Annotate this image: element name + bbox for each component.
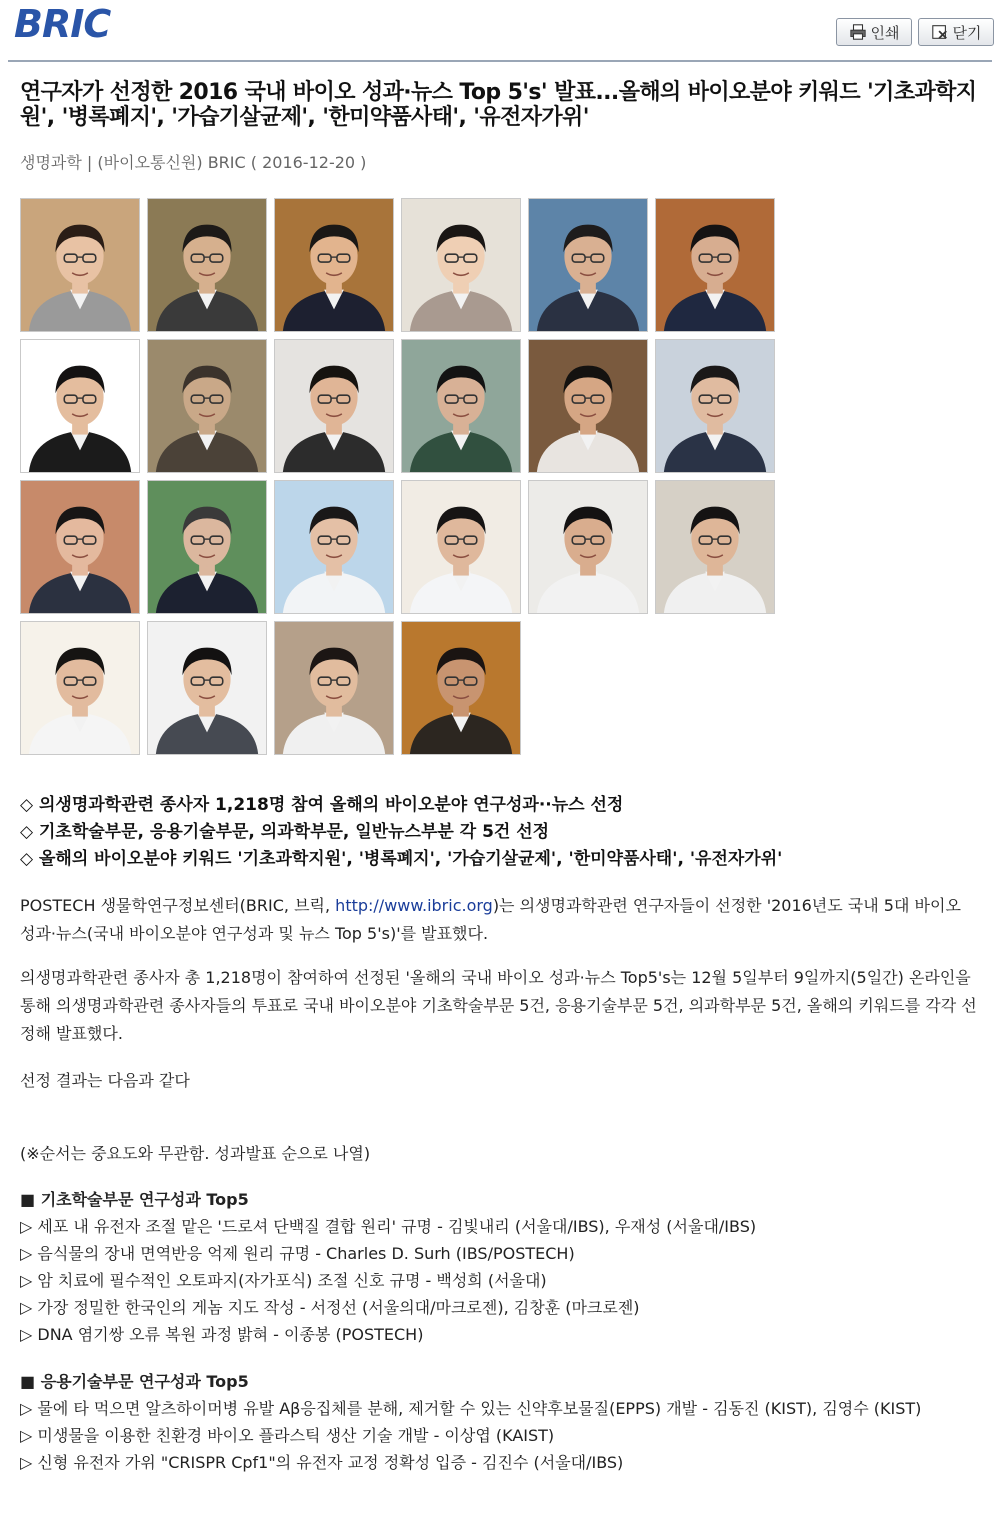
top-bar: [0, 0, 1000, 62]
researcher-photo: [528, 339, 648, 473]
order-note: (※순서는 중요도와 무관함. 성과발표 순으로 나열): [20, 1144, 371, 1163]
intro-paragraph: [20, 892, 980, 948]
researcher-photo: [274, 198, 394, 332]
researcher-photo: [401, 198, 521, 332]
applied-tech-section: [20, 1368, 990, 1476]
researcher-photo: [20, 339, 140, 473]
summary-bullet: ◇ 기초학술부문, 응용기술부문, 의과학부문, 일반뉴스부분 각 5건 선정: [20, 822, 550, 842]
selection-paragraph: 의생명과학관련 종사자 총 1,218명이 참여하여 선정된 '올해의 국내 바이오 성과·뉴스 Top5's는 12월 5일부터 9일까지(5일간) 온라인을 통해 의생명과학관련 종사자들의 투표로 국내 바이오분야 기초학술부문 5건, 응용기술부문 5건, 의과학부문 5건, 올해의 키워드를 각각 선정해 발표했다.: [20, 968, 977, 1043]
bric-link[interactable]: http://www.ibric.org: [335, 896, 493, 915]
researcher-photo: [147, 480, 267, 614]
basic-research-section: [20, 1186, 990, 1348]
researcher-photo: [528, 480, 648, 614]
header-divider: [8, 60, 992, 62]
researcher-photo: [655, 339, 775, 473]
close-button[interactable]: [918, 18, 994, 46]
researcher-photo: [147, 339, 267, 473]
summary-bullet: ◇ 의생명과학관련 종사자 1,218명 참여 올해의 바이오분야 연구성과··뉴스 선정: [20, 795, 624, 815]
close-label: 닫기: [952, 23, 982, 42]
section-heading: ■ 기초학술부문 연구성과 Top5: [20, 1190, 249, 1209]
researcher-photo: [20, 480, 140, 614]
intro-text: )는 의생명과학관련 연구자들이 선정한 '2016년도 국내 5대 바이오 성과·뉴스(국내 바이오분야 연구성과 및 뉴스 Top 5's)'를 발표했다.: [20, 896, 961, 943]
summary-bullets: [20, 792, 782, 873]
print-label: 인쇄: [870, 23, 900, 42]
list-item: ▷ 미생물을 이용한 친환경 바이오 플라스틱 생산 기술 개발 - 이상엽 (KAIST): [20, 1426, 555, 1445]
close-window-icon: [931, 23, 949, 41]
researcher-photo: [655, 480, 775, 614]
list-item: ▷ 물에 타 먹으면 알츠하이머병 유발 Aβ응집체를 분해, 제거할 수 있는 신약후보물질(EPPS) 개발 - 김동진 (KIST), 김영수 (KIST): [20, 1399, 922, 1418]
researcher-photo: [528, 198, 648, 332]
list-item: ▷ DNA 염기쌍 오류 복원 과정 밝혀 - 이종봉 (POSTECH): [20, 1325, 424, 1344]
bric-logo[interactable]: BRIC: [14, 2, 111, 46]
researcher-photo-grid: [20, 198, 780, 758]
researcher-photo: [274, 480, 394, 614]
list-item: ▷ 세포 내 유전자 조절 맡은 '드로셔 단백질 결합 원리' 규명 - 김빛내리 (서울대/IBS), 우재성 (서울대/IBS): [20, 1217, 757, 1236]
researcher-photo: [401, 621, 521, 755]
printer-icon: [849, 23, 867, 41]
section-heading: ■ 응용기술부문 연구성과 Top5: [20, 1372, 249, 1391]
researcher-photo: [20, 198, 140, 332]
summary-bullet: ◇ 올해의 바이오분야 키워드 '기초과학지원', '병록폐지', '가습기살균제', '한미약품사태', '유전자가위': [20, 849, 783, 869]
researcher-photo: [401, 480, 521, 614]
researcher-photo: [147, 198, 267, 332]
researcher-photo: [274, 339, 394, 473]
list-item: ▷ 신형 유전자 가위 "CRISPR Cpf1"의 유전자 교정 정확성 입증 - 김진수 (서울대/IBS): [20, 1453, 624, 1472]
researcher-photo: [401, 339, 521, 473]
list-item: ▷ 가장 정밀한 한국인의 게놈 지도 작성 - 서정선 (서울의대/마크로젠), 김창훈 (마크로젠): [20, 1298, 640, 1317]
list-item: ▷ 음식물의 장내 면역반응 억제 원리 규명 - Charles D. Surh (IBS/POSTECH): [20, 1244, 575, 1263]
list-item: ▷ 암 치료에 필수적인 오토파지(자가포식) 조절 신호 규명 - 백성희 (서울대): [20, 1271, 547, 1290]
researcher-photo: [655, 198, 775, 332]
article-meta: 생명과학 | (바이오통신원) BRIC ( 2016-12-20 ): [20, 153, 367, 172]
researcher-photo: [20, 621, 140, 755]
result-intro: 선정 결과는 다음과 같다: [20, 1071, 190, 1090]
intro-text: POSTECH 생물학연구정보센터(BRIC, 브릭,: [20, 896, 336, 915]
researcher-photo: [147, 621, 267, 755]
article-title: 연구자가 선정한 2016 국내 바이오 성과·뉴스 Top 5's' 발표...올해의 바이오분야 키워드 '기초과학지원', '병록폐지', '가습기살균제', '한미약품사태', '유전자가위': [20, 80, 977, 130]
researcher-photo: [274, 621, 394, 755]
print-button[interactable]: [836, 18, 912, 46]
